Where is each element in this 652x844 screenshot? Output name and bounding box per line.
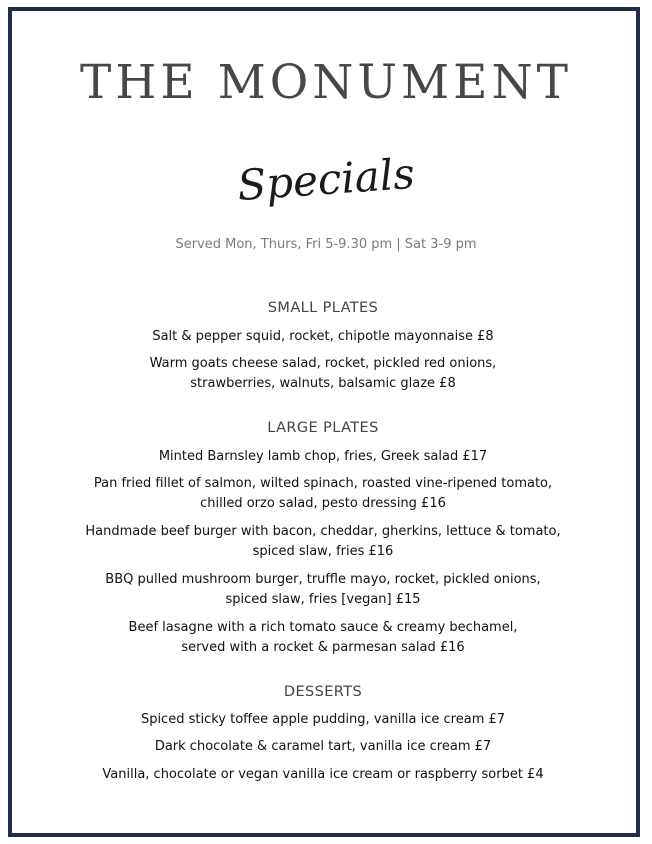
menu-item: BBQ pulled mushroom burger, truffle mayo, rocket, pickled onions, spiced slaw, fries [vegan] £15 <box>105 572 541 607</box>
menu-item: Minted Barnsley lamb chop, fries, Greek salad £17 <box>158 449 488 464</box>
section-heading-small-plates: SMALL PLATES <box>267 300 379 316</box>
section-heading-large-plates: LARGE PLATES <box>267 420 379 436</box>
menu-item: Spiced sticky toffee apple pudding, vanilla ice cream £7 <box>140 712 506 727</box>
menu-item: Handmade beef burger with bacon, cheddar, gherkins, lettuce & tomato, spiced slaw, fries £16 <box>85 524 561 559</box>
section-heading-desserts: DESSERTS <box>283 684 363 700</box>
menu-item: Warm goats cheese salad, rocket, pickled red onions, strawberries, walnuts, balsamic glaze £8 <box>149 356 497 391</box>
venue-name: THE MONUMENT <box>80 55 572 110</box>
service-hours: Served Mon, Thurs, Fri 5-9.30 pm | Sat 3-9 pm <box>175 237 477 252</box>
menu-item: Pan fried fillet of salmon, wilted spinach, roasted vine-ripened tomato, chilled orzo salad, pesto dressing £16 <box>93 476 553 511</box>
menu-item: Beef lasagne with a rich tomato sauce & creamy bechamel, served with a rocket & parmesan salad £16 <box>128 620 518 655</box>
menu-item: Vanilla, chocolate or vegan vanilla ice cream or raspberry sorbet £4 <box>102 767 544 782</box>
menu-item: Dark chocolate & caramel tart, vanilla ice cream £7 <box>154 739 492 754</box>
menu-item: Salt & pepper squid, rocket, chipotle mayonnaise £8 <box>152 329 494 344</box>
menu-title: Specials <box>235 148 417 211</box>
